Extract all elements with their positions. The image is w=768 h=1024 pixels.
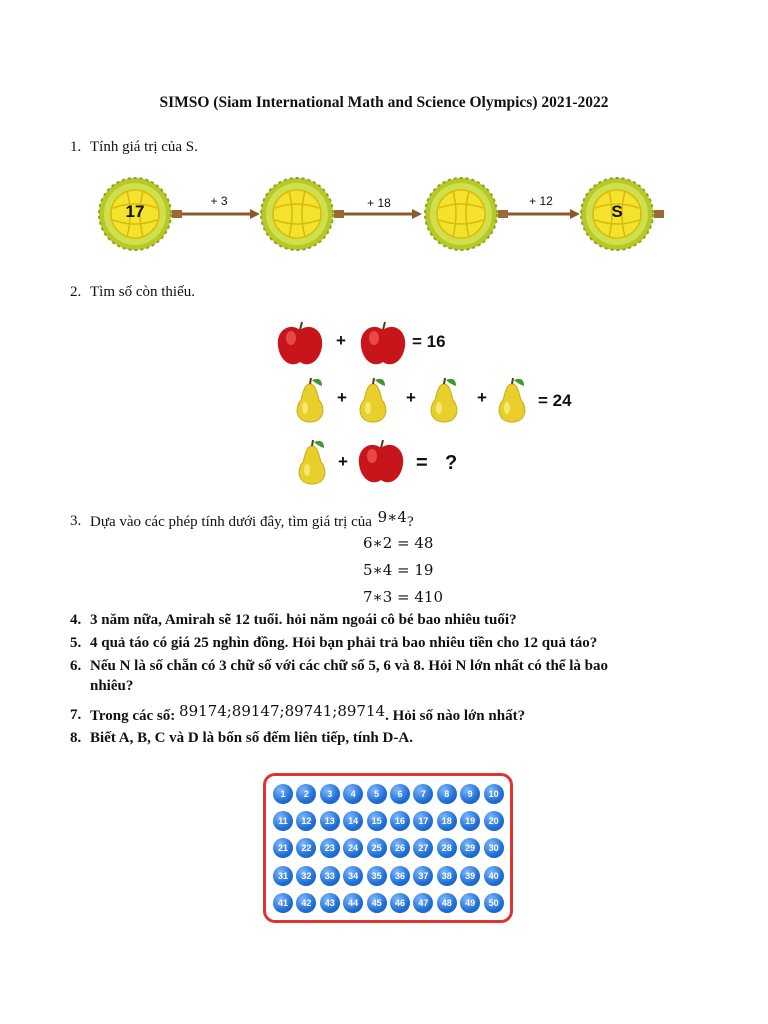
number-ball: 5: [367, 784, 387, 804]
plus-sign: +: [477, 388, 487, 407]
number-ball: 30: [484, 838, 504, 858]
number-ball: 2: [296, 784, 316, 804]
page-title: SIMSO (Siam International Math and Science Olympics) 2021-2022: [159, 94, 609, 111]
question-number: 7.: [70, 707, 82, 723]
number-ball: 22: [296, 838, 316, 858]
number-ball: 9: [460, 784, 480, 804]
number-ball: 26: [390, 838, 410, 858]
number-ball: 3: [320, 784, 340, 804]
question-end: ?: [406, 514, 414, 530]
number-ball: 31: [273, 866, 293, 886]
number-ball: 27: [413, 838, 433, 858]
equation-1: 6∗2 = 48: [363, 534, 434, 552]
question-5: [70, 633, 710, 653]
question-2: [70, 282, 710, 302]
number-ball: 41: [273, 893, 293, 913]
number-ball: 17: [413, 811, 433, 831]
number-ball: 14: [343, 811, 363, 831]
number-grid: [263, 773, 513, 923]
number-ball: 7: [413, 784, 433, 804]
question-text-main: Dựa vào các phép tính dưới đây, tìm giá trị của: [90, 514, 372, 530]
number-ball: 49: [460, 893, 480, 913]
number-ball: 50: [484, 893, 504, 913]
number-ball: 13: [320, 811, 340, 831]
number-ball: 24: [343, 838, 363, 858]
number-ball: 43: [320, 893, 340, 913]
question-number: 6.: [70, 658, 82, 674]
question-text: Tính giá trị của S.: [90, 139, 198, 155]
pear-icon: [297, 378, 323, 422]
pear-icon: [499, 378, 525, 422]
question-text: Biết A, B, C và D là bốn số đếm liên tiếp, tính D-A.: [90, 730, 413, 746]
plus-sign: +: [337, 388, 347, 407]
plus-sign: +: [336, 331, 346, 350]
number-ball: 33: [320, 866, 340, 886]
plus-sign: +: [406, 388, 416, 407]
question-number: 5.: [70, 635, 82, 651]
durian-label-start: 17: [125, 202, 145, 221]
durian-icon: [261, 178, 333, 250]
pear-icon: [431, 378, 457, 422]
question-number: 4.: [70, 612, 82, 628]
question-number: 3.: [70, 513, 82, 529]
question-text: [90, 702, 526, 726]
durian-sequence: [90, 176, 670, 256]
number-ball: 39: [460, 866, 480, 886]
question-text: [90, 508, 414, 532]
number-ball: 4: [343, 784, 363, 804]
number-ball: 18: [437, 811, 457, 831]
durian-label-s: S: [611, 202, 623, 221]
equation-2: 5∗4 = 19: [363, 561, 434, 579]
fruit-puzzle: [270, 316, 590, 491]
number-ball: 25: [367, 838, 387, 858]
arrow-label-2: + 18: [367, 196, 391, 210]
arrow-2: [336, 209, 422, 219]
pear-icon: [299, 440, 325, 484]
number-ball: 44: [343, 893, 363, 913]
number-ball: 32: [296, 866, 316, 886]
apple-icon: [361, 322, 405, 364]
row3-question-mark: ?: [445, 452, 458, 474]
number-ball: 45: [367, 893, 387, 913]
number-ball: 10: [484, 784, 504, 804]
number-ball: 47: [413, 893, 433, 913]
question-number: 8.: [70, 730, 82, 746]
arrow-1: [174, 209, 260, 219]
number-ball: 48: [437, 893, 457, 913]
question-text-line2: nhiêu?: [90, 678, 134, 694]
row1-result: = 16: [412, 332, 446, 351]
question-text: 4 quả táo có giá 25 nghìn đồng. Hỏi bạn phải trả bao nhiêu tiền cho 12 quả táo?: [90, 635, 598, 651]
question-1: [70, 137, 710, 157]
apple-icon: [278, 322, 322, 364]
number-ball: 40: [484, 866, 504, 886]
number-ball: 36: [390, 866, 410, 886]
question-text: Tìm số còn thiếu.: [90, 284, 195, 300]
row3-equals: =: [416, 452, 428, 474]
question-number: 1.: [70, 139, 82, 155]
number-list: 89174;89147;89741;89714: [179, 702, 386, 720]
number-ball: 21: [273, 838, 293, 858]
question-7: [70, 702, 710, 727]
number-ball: 11: [273, 811, 293, 831]
math-expression: 9∗4: [377, 508, 407, 526]
number-ball: 12: [296, 811, 316, 831]
arrow-3: [500, 209, 580, 219]
equation-3: 7∗3 = 410: [363, 588, 444, 606]
number-ball: 20: [484, 811, 504, 831]
number-ball: 15: [367, 811, 387, 831]
durian-sequence-figure: [90, 176, 670, 256]
question-text: 3 năm nữa, Amirah sẽ 12 tuổi. hỏi năm ngoái cô bé bao nhiêu tuổi?: [90, 612, 517, 628]
number-ball: 6: [390, 784, 410, 804]
number-ball: 16: [390, 811, 410, 831]
number-ball: 8: [437, 784, 457, 804]
question-3: [70, 508, 710, 531]
plus-sign: +: [338, 452, 348, 471]
number-ball: 46: [390, 893, 410, 913]
number-ball: 28: [437, 838, 457, 858]
number-ball: 34: [343, 866, 363, 886]
pear-icon: [360, 378, 386, 422]
question-text-line1: Nếu N là số chẵn có 3 chữ số với các chữ số 5, 6 và 8. Hỏi N lớn nhất có thể là bao: [90, 658, 608, 674]
question-text-after: . Hỏi số nào lớn nhất?: [385, 708, 526, 724]
number-ball: 23: [320, 838, 340, 858]
number-ball: 19: [460, 811, 480, 831]
question-text-before: Trong các số:: [90, 708, 176, 724]
number-ball: 29: [460, 838, 480, 858]
durian-icon: [425, 178, 497, 250]
arrow-label-3: + 12: [529, 194, 553, 208]
question-8: [70, 728, 710, 748]
arrow-label-1: + 3: [210, 194, 228, 208]
number-ball: 42: [296, 893, 316, 913]
row2-result: = 24: [538, 391, 572, 410]
question-number: 2.: [70, 284, 82, 300]
question-4: [70, 610, 710, 630]
number-ball: 1: [273, 784, 293, 804]
number-ball: 35: [367, 866, 387, 886]
apple-icon: [359, 440, 403, 482]
question-6: [70, 656, 710, 696]
number-ball: 38: [437, 866, 457, 886]
number-ball: 37: [413, 866, 433, 886]
